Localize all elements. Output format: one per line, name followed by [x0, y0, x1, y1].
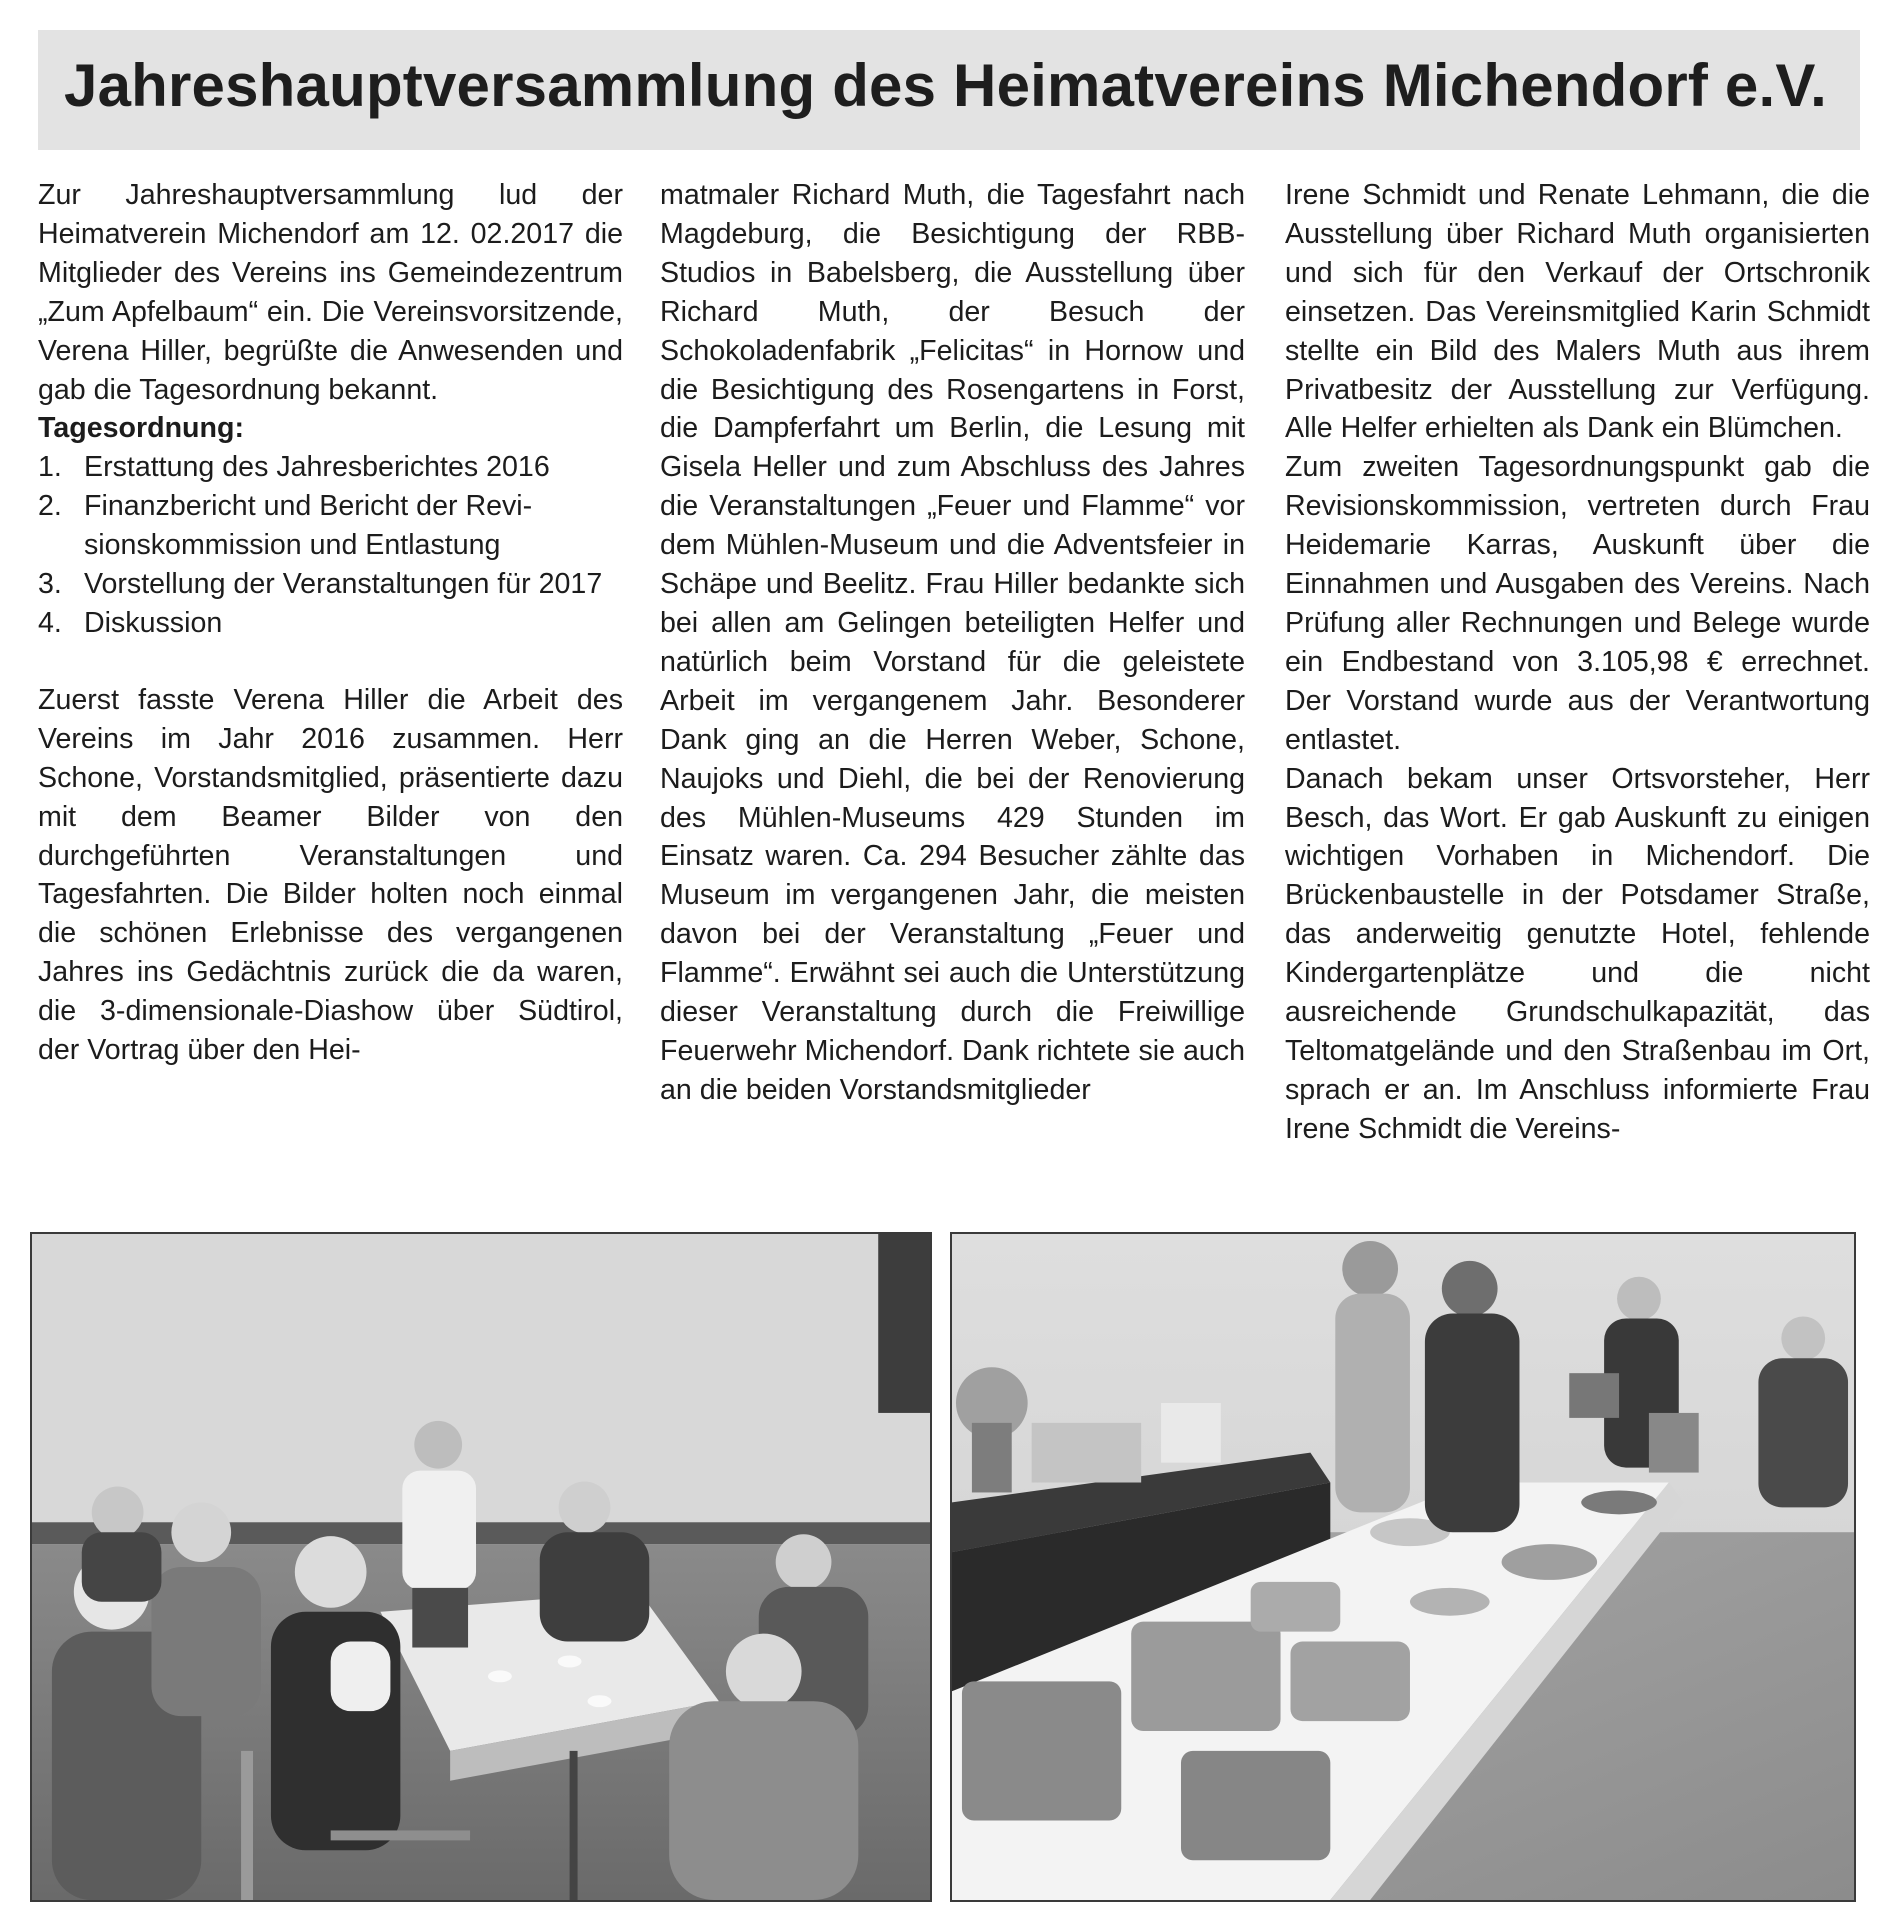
photo-meeting-hall	[30, 1232, 932, 1902]
article-title: Jahreshauptversammlung des Heimatvereins Michendorf e.V.	[64, 52, 1827, 119]
agenda-text: Vorstellung der Veranstaltungen für 2017	[84, 568, 603, 601]
body-paragraph: Danach bekam unser Ortsvorsteher, Herr Besch, das Wort. Er gab Auskunft zu einigen wichtigen Vorhaben in Michendorf. Die Brückenbaustelle in der Potsdamer Straße, das anderweitig genutzte Hotel, fehlende Kindergartenplätze und die nicht ausreichende Grundschulkapazität, das Teltomatgelände und den Straßenbau im Ort, sprach er an. Im Anschluss informierte Frau Irene Schmidt die Vereins-	[1285, 762, 1870, 1145]
agenda-number: 2.	[38, 490, 62, 523]
agenda-text: Finanzbericht und Bericht der Revisionskommission und Entlastung	[84, 490, 533, 562]
photo-buffet-table-icon	[952, 1234, 1854, 1900]
agenda-item	[38, 487, 623, 565]
body-paragraph: Zuerst fasste Verena Hiller die Arbeit des Vereins im Jahr 2016 zusammen. Herr Schone, Vorstandsmitglied, präsentierte dazu mit dem Beamer Bilder von den durchgeführten Veranstaltungen und Tagesfahrten. Die Bilder holten noch einmal die schönen Erlebnisse des vergangenen Jahres ins Gedächtnis zurück die da waren, die 3-dimensionale-Diashow über Südtirol, der Vortrag über den Hei-	[38, 683, 623, 1067]
body-paragraph: Irene Schmidt und Renate Lehmann, die die Ausstellung über Richard Muth organisierten und sich für den Verkauf der Ortschronik einsetzen. Das Vereinsmitglied Karin Schmidt stellte ein Bild des Malers Muth aus ihrem Privatbesitz der Ausstellung zur Verfügung. Alle Helfer erhielten als Dank ein Blümchen.	[1285, 179, 1870, 445]
photo-meeting-hall-icon	[32, 1234, 930, 1900]
title-bar	[38, 30, 1860, 150]
text-column-1	[38, 176, 623, 1070]
agenda-item	[38, 448, 623, 487]
text-column-2	[660, 176, 1245, 1110]
agenda-item	[38, 604, 623, 643]
agenda-heading: Tagesordnung:	[38, 412, 244, 445]
text-column-3	[1285, 176, 1870, 1149]
agenda-number: 1.	[38, 451, 62, 484]
body-paragraph: Zum zweiten Tagesordnungspunkt gab die Revisionskommission, vertreten durch Frau Heidemarie Karras, Auskunft über die Einnahmen und Ausgaben des Vereins. Nach Prüfung aller Rechnungen und Belege wurde ein Endbestand von 3.105,98 € errechnet. Der Vorstand wurde aus der Verantwortung entlastet.	[1285, 451, 1870, 756]
photo-buffet-table	[950, 1232, 1856, 1902]
agenda-list	[38, 448, 623, 643]
agenda-text: Erstattung des Jahresberichtes 2016	[84, 451, 550, 484]
body-paragraph: matmaler Richard Muth, die Tagesfahrt nach Magdeburg, die Besichtigung der RBB-Studios in Babelsberg, die Ausstellung über Richard Muth, der Besuch der Schokoladenfabrik „Felicitas“ in Hornow und die Besichtigung des Rosengartens in Forst, die Dampferfahrt um Berlin, die Lesung mit Gisela Heller und zum Abschluss des Jahres die Veranstaltungen „Feuer und Flamme“ vor dem Mühlen-Museum und die Adventsfeier in Schäpe und Beelitz. Frau Hiller bedankte sich bei allen am Gelingen beteiligten Helfer und natürlich beim Vorstand für die geleistete Arbeit im vergangenem Jahr. Besonderer Dank ging an die Herren Weber, Schone, Naujoks und Diehl, die bei der Renovierung des Mühlen-Museums 429 Stunden im Einsatz waren. Ca. 294 Besucher zählte das Museum im vergangenen Jahr, die meisten davon bei der Veranstaltung „Feuer und Flamme“. Erwähnt sei auch die Unterstützung dieser Veranstaltung durch die Freiwillige Feuerwehr Michendorf. Dank richtete sie auch an die beiden Vorstandsmitglieder	[660, 179, 1245, 1106]
agenda-number: 3.	[38, 568, 62, 601]
agenda-text: Diskussion	[84, 606, 223, 639]
intro-paragraph: Zur Jahreshauptversammlung lud der Heimatverein Michendorf am 12. 02.2017 die Mitglieder des Vereins ins Gemeindezentrum „Zum Apfelbaum“ ein. Die Vereinsvorsitzende, Verena Hiller, begrüßte die Anwesenden und gab die Tagesordnung bekannt.	[38, 179, 623, 406]
agenda-number: 4.	[38, 606, 62, 639]
agenda-item	[38, 565, 623, 604]
